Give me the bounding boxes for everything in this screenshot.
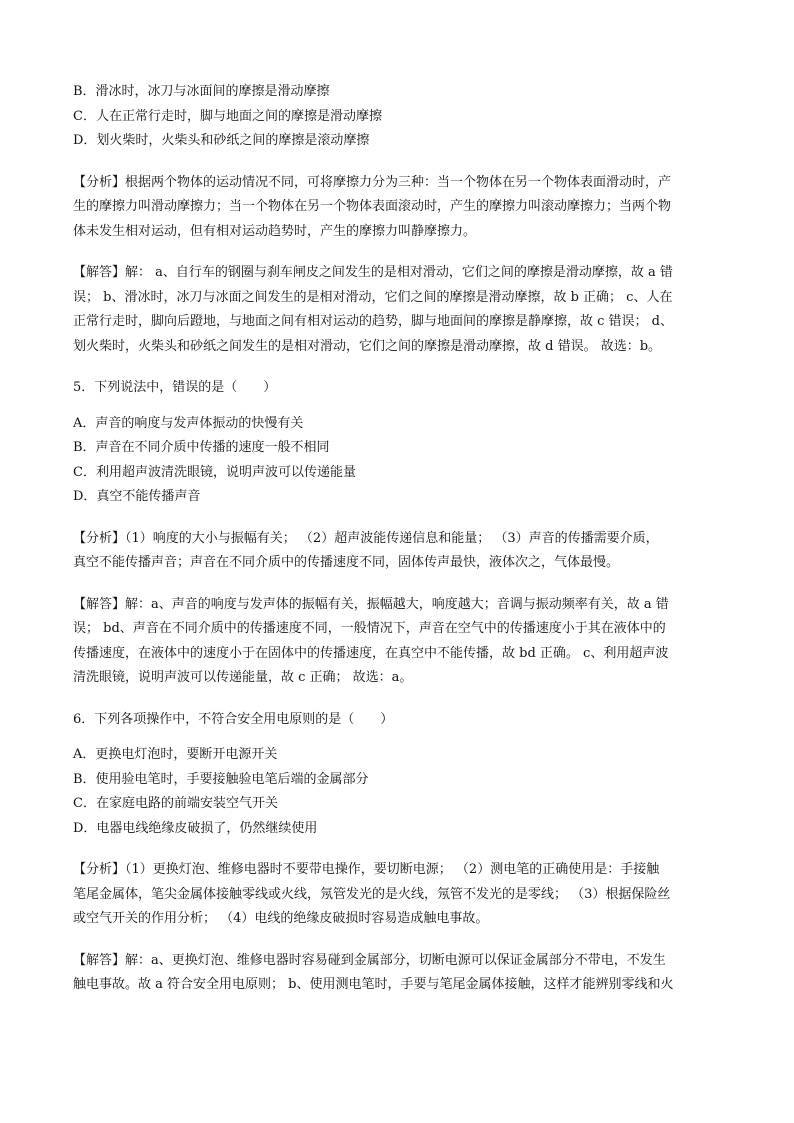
- q4-answer-line-1: 【解答】解： a、自行车的钢圈与刹车闸皮之间发生的是相对滑动，它们之间的摩擦是滑动摩擦，故 a 错: [73, 265, 673, 280]
- q5-analysis-line-1: 【分析】（1）响度的大小与振幅有关； （2）超声波能传递信息和能量； （3）声音的传播需要介质，: [73, 530, 659, 546]
- q5-answer: [73, 593, 721, 691]
- q5-option-a: A．声音的响度与发声体振动的快慢有关: [73, 415, 304, 431]
- q6-option-d: D．电器电线绝缘皮破损了，仍然继续使用: [73, 820, 318, 836]
- q6-options: [73, 743, 721, 841]
- analysis-label: 【分析】: [73, 530, 126, 546]
- q4-answer-line-4: 划火柴时，火柴头和砂纸之间发生的是相对滑动，它们之间的摩擦是滑动摩擦，故 d 错误。 故选：b。: [73, 338, 662, 354]
- analysis-label: 【分析】: [73, 174, 126, 190]
- q5-option-d: D．真空不能传播声音: [73, 489, 201, 504]
- q4-answer-line-2: 误； b、滑冰时，冰刀与冰面之间发生的是相对滑动，它们之间的摩擦是滑动摩擦，故 b 正确； c、人在: [73, 289, 673, 305]
- answer-label: 【解答】: [73, 596, 126, 612]
- q6-analysis-line-2: 笔尾金属体，笔尖金属体接触零线或火线，氖管发光的是火线，氖管不发光的是零线； （3）根据保险丝: [73, 886, 671, 902]
- q6-answer-line-1: 【解答】解：a、更换灯泡、维修电器时容易碰到金属部分，切断电源可以保证金属部分不带电，不发生: [73, 952, 666, 968]
- q4-analysis-line-1: 【分析】根据两个物体的运动情况不同，可将摩擦力分为三种：当一个物体在另一个物体表面滑动时，产: [73, 174, 672, 190]
- q5-option-b: B．声音在不同介质中传播的速度一般不相同: [73, 440, 330, 455]
- answer-label: 【解答】: [73, 265, 126, 280]
- q4-answer: [73, 261, 721, 359]
- q6-option-a: A．更换电灯泡时，要断开电源开关: [73, 747, 278, 762]
- q6-option-b: B．使用验电笔时，手要接触验电笔后端的金属部分: [73, 771, 369, 787]
- q6-analysis-line-1: 【分析】（1）更换灯泡、维修电器时不要带电操作，要切断电源； （2）测电笔的正确使用是：手接触: [73, 862, 660, 877]
- document-page: [73, 80, 721, 998]
- q6-analysis-line-3: 或空气开关的作用分析； （4）电线的绝缘皮破损时容易造成触电事故。: [73, 911, 489, 926]
- q5-analysis: [73, 527, 721, 576]
- q4-option-b: B．滑冰时，冰刀与冰面间的摩擦是滑动摩擦: [73, 84, 330, 99]
- q6-option-c: C．在家庭电路的前端安装空气开关: [73, 796, 278, 811]
- q5-answer-line-4: 清洗眼镜，说明声波可以传递能量，故 c 正确； 故选：a。: [73, 670, 413, 685]
- q4-analysis: [73, 171, 721, 245]
- q4-option-c: C．人在正常行走时，脚与地面之间的摩擦是滑动摩擦: [73, 108, 382, 124]
- q5-option-c: C．利用超声波清洗眼镜，说明声波可以传递能量: [73, 464, 356, 480]
- q6-analysis: [73, 858, 721, 932]
- answer-label: 【解答】: [73, 952, 126, 968]
- q5-answer-line-2: 误； bd、声音在不同介质中的传播速度不同，一般情况下，声音在空气中的传播速度小于其在液体中的: [73, 621, 666, 636]
- q5-answer-line-3: 传播速度，在液体中的速度小于在固体中的传播速度，在真空中不能传播，故 bd 正确。 c、利用超声波: [73, 645, 669, 661]
- q4-analysis-line-3: 体未发生相对运动，但有相对运动趋势时，产生的摩擦力叫静摩擦力。: [73, 223, 477, 239]
- q4-answer-line-3: 正常行走时，脚向后蹬地，与地面之间有相对运动的趋势，脚与地面间的摩擦是静摩擦，故 c 错误； d、: [73, 314, 674, 329]
- q4-option-d: D．划火柴时，火柴头和砂纸之间的摩擦是滚动摩擦: [73, 133, 370, 148]
- q6-answer-line-2: 触电事故。故 a 符合安全用电原则； b、使用测电笔时，手要与笔尾金属体接触，这样才能辨别零线和火: [73, 977, 674, 992]
- q5-analysis-line-2: 真空不能传播声音；声音在不同介质中的传播速度不同，固体传声最快，液体次之，气体最慢。: [73, 555, 620, 570]
- q4-options: [73, 80, 721, 154]
- q6-question: 6．下列各项操作中，不符合安全用电原则的是（ ）: [73, 711, 394, 727]
- q6-answer: [73, 949, 721, 998]
- q5-answer-line-1: 【解答】解：a、声音的响度与发声体的振幅有关，振幅越大，响度越大；音调与振动频率有关，故 a 错: [73, 596, 669, 612]
- q5-question: 5．下列说法中，错误的是（ ）: [73, 380, 277, 395]
- q4-analysis-line-2: 生的摩擦力叫滑动摩擦力；当一个物体在另一个物体表面滚动时，产生的摩擦力叫滚动摩擦力；当两个物: [73, 199, 672, 214]
- q5-options: [73, 412, 721, 510]
- analysis-label: 【分析】: [73, 862, 126, 877]
